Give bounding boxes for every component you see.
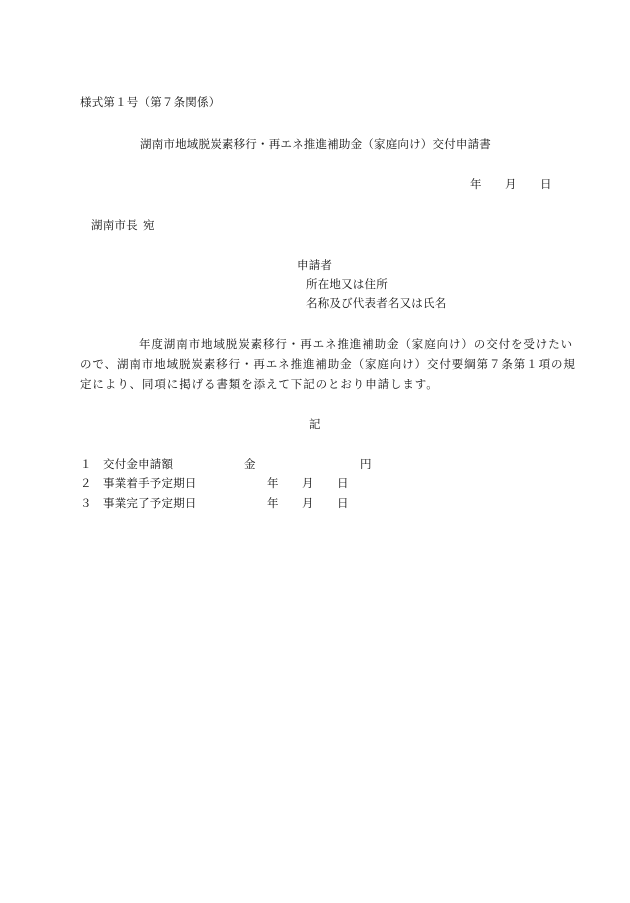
document-title: 湖南市地域脱炭素移行・再エネ推進補助金（家庭向け）交付申請書: [140, 137, 491, 151]
amount-prefix: 金: [244, 457, 256, 471]
note-heading: 記: [309, 417, 321, 431]
amount-suffix: 円: [360, 457, 372, 471]
date-year-label: 年: [470, 177, 482, 191]
item-label-application-amount: 交付金申請額: [103, 457, 174, 471]
body-line-3: 定により、同項に掲げる書類を添えて下記のとおり申請します。: [80, 377, 439, 391]
start-date-month: 月: [302, 476, 314, 490]
item-label-completion-date: 事業完了予定期日: [103, 496, 197, 510]
completion-date-day: 日: [337, 496, 349, 510]
body-line-1: 年度湖南市地域脱炭素移行・再エネ推進補助金（家庭向け）の交付を受けたい: [139, 337, 573, 351]
applicant-name-label: 名称及び代表者名又は氏名: [306, 296, 447, 310]
start-date-year: 年: [267, 476, 279, 490]
body-line-2: ので、湖南市地域脱炭素移行・再エネ推進補助金（家庭向け）交付要綱第７条第１項の規: [80, 357, 576, 371]
applicant-address-label: 所在地又は住所: [306, 277, 388, 291]
date-day-label: 日: [540, 177, 552, 191]
completion-date-month: 月: [302, 496, 314, 510]
item-label-start-date: 事業着手予定期日: [103, 476, 197, 490]
addressee-honorific: 宛: [143, 218, 155, 232]
form-number: 様式第１号（第７条関係）: [80, 95, 221, 109]
item-number: １: [80, 457, 92, 471]
item-number: ２: [80, 476, 92, 490]
start-date-day: 日: [337, 476, 349, 490]
addressee: 湖南市長: [91, 218, 138, 232]
date-month-label: 月: [505, 177, 517, 191]
applicant-heading: 申請者: [297, 258, 333, 272]
completion-date-year: 年: [267, 496, 279, 510]
item-number: ３: [80, 496, 92, 510]
